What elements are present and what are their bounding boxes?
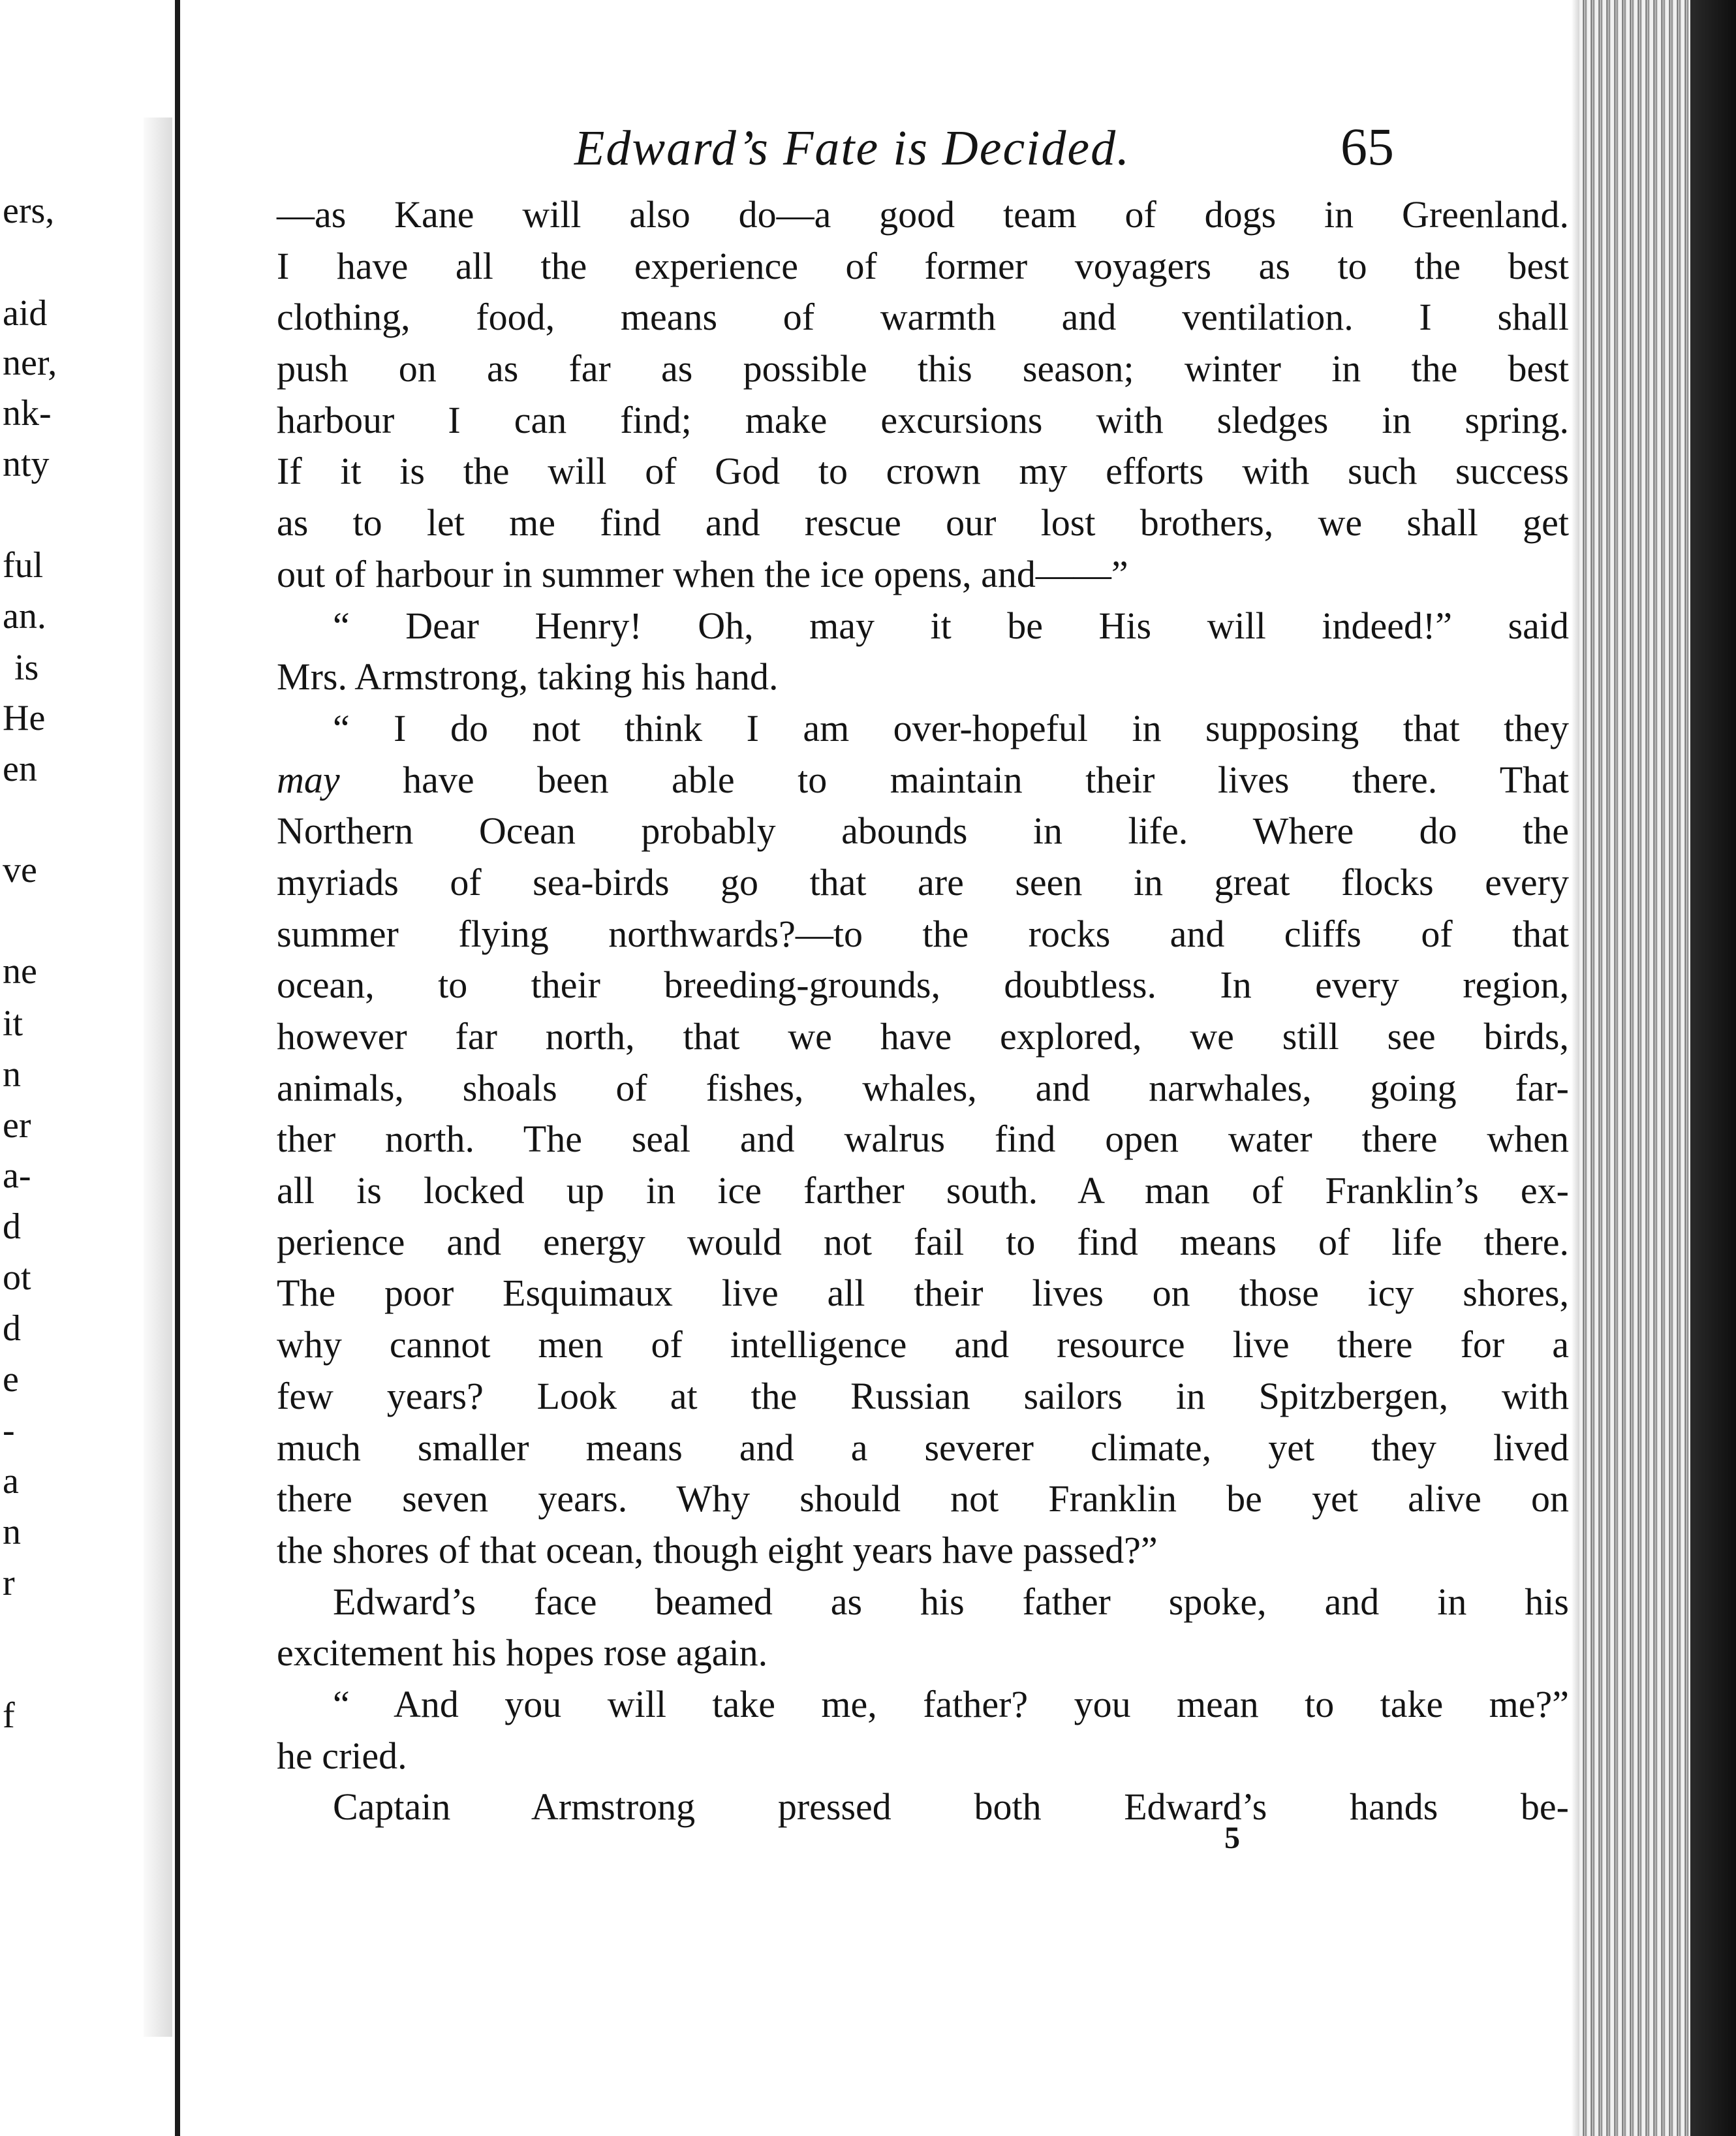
- text-line: out of harbour in summer when the ice opens, and——”: [277, 552, 1128, 595]
- emphasis-word: may: [277, 758, 340, 801]
- text-line: summer flying northwards?—to the rocks and cliffs of that: [277, 912, 1569, 955]
- left-fragment: e: [3, 1359, 19, 1400]
- text-line: however far north, that we have explored, we still see birds,: [277, 1015, 1569, 1058]
- left-fragment: d: [3, 1206, 21, 1247]
- body-text: [277, 189, 1569, 1833]
- text-line: push on as far as possible this season; winter in the best: [277, 347, 1569, 390]
- left-fragment: nty: [3, 444, 50, 484]
- left-fragment: He: [3, 698, 46, 738]
- text-line: much smaller means and a severer climate, yet they lived: [277, 1426, 1569, 1469]
- text-line: —as Kane will also do—a good team of dogs in Greenland.: [277, 193, 1569, 236]
- text-line: all is locked up in ice farther south. A man of Franklin’s ex-: [277, 1169, 1569, 1212]
- left-fragment: r: [3, 1563, 15, 1603]
- text-line: harbour I can find; make excursions with sledges in spring.: [277, 398, 1569, 441]
- left-fragment: ve: [3, 850, 37, 890]
- text-line: animals, shoals of fishes, whales, and narwhales, going far-: [277, 1066, 1569, 1109]
- text-line: clothing, food, means of warmth and ventilation. I shall: [277, 296, 1569, 339]
- signature-mark: 5: [1224, 1821, 1240, 1855]
- text-line: ocean, to their breeding-grounds, doubtless. In every region,: [277, 964, 1569, 1007]
- left-fragment: it: [3, 1003, 23, 1044]
- text-line: “ Dear Henry! Oh, may it be His will indeed!” said: [333, 604, 1569, 647]
- left-fragment: ful: [3, 545, 44, 586]
- text-line: ther north. The seal and walrus find open water there when: [277, 1118, 1569, 1161]
- left-fragment: a-: [3, 1155, 31, 1196]
- left-fragment: ne: [3, 951, 37, 992]
- page-number: 65: [1341, 117, 1394, 176]
- right-page-shadow: [1690, 0, 1736, 2136]
- left-fragment: d: [3, 1308, 21, 1349]
- left-fragment: n: [3, 1512, 21, 1552]
- text-line: there seven years. Why should not Franklin be yet alive on: [277, 1477, 1569, 1520]
- text-line: Edward’s face beamed as his father spoke, and in his: [333, 1580, 1569, 1623]
- left-fragment: a: [3, 1461, 19, 1501]
- left-fragment: ner,: [3, 343, 57, 383]
- text-line: the shores of that ocean, though eight years have passed?”: [277, 1528, 1158, 1571]
- left-fragment: ot: [3, 1257, 31, 1298]
- left-facing-page: [0, 0, 175, 2136]
- left-fragment: er: [3, 1105, 31, 1146]
- book-gutter: [175, 0, 180, 2136]
- left-fragment: ers,: [3, 191, 55, 231]
- text-line-rest: have been able to maintain their lives there. That: [403, 758, 1570, 801]
- book-page: [180, 0, 1572, 2136]
- left-fragment: aid: [3, 293, 48, 334]
- left-fragment: is: [14, 648, 39, 688]
- left-fragment: en: [3, 749, 37, 789]
- left-fragment: nk-: [3, 393, 52, 433]
- text-line: The poor Esquimaux live all their lives on those icy shores,: [277, 1272, 1569, 1315]
- text-line: myriads of sea-birds go that are seen in great flocks every: [277, 860, 1569, 903]
- text-line: Mrs. Armstrong, taking his hand.: [277, 655, 779, 699]
- left-fragment: f: [3, 1695, 15, 1736]
- text-line: as to let me find and rescue our lost brothers, we shall get: [277, 501, 1569, 544]
- text-line: I have all the experience of former voyagers as to the best: [277, 244, 1569, 287]
- left-fragment: an.: [3, 596, 46, 636]
- text-line: perience and energy would not fail to find means of life there.: [277, 1220, 1569, 1263]
- running-title: Edward’s Fate is Decided.: [574, 121, 1131, 176]
- left-page-curve: [144, 118, 172, 2037]
- text-line: why cannot men of intelligence and resource live there for a: [277, 1323, 1569, 1366]
- left-fragment: n: [3, 1054, 21, 1095]
- text-line: excitement his hopes rose again.: [277, 1631, 768, 1674]
- text-line: few years? Look at the Russian sailors in Spitzbergen, with: [277, 1374, 1569, 1417]
- text-line: If it is the will of God to crown my efforts with such success: [277, 450, 1569, 493]
- text-line: Captain Armstrong pressed both Edward’s hands be-: [333, 1785, 1569, 1829]
- text-line: “ I do not think I am over-hopeful in supposing that they: [333, 706, 1569, 749]
- text-line: Northern Ocean probably abounds in life. Where do the: [277, 809, 1569, 853]
- text-line-with-emphasis: [277, 755, 1569, 806]
- left-fragment: -: [3, 1410, 15, 1451]
- text-line: he cried.: [277, 1734, 407, 1777]
- text-line: “ And you will take me, father? you mean to take me?”: [333, 1682, 1569, 1725]
